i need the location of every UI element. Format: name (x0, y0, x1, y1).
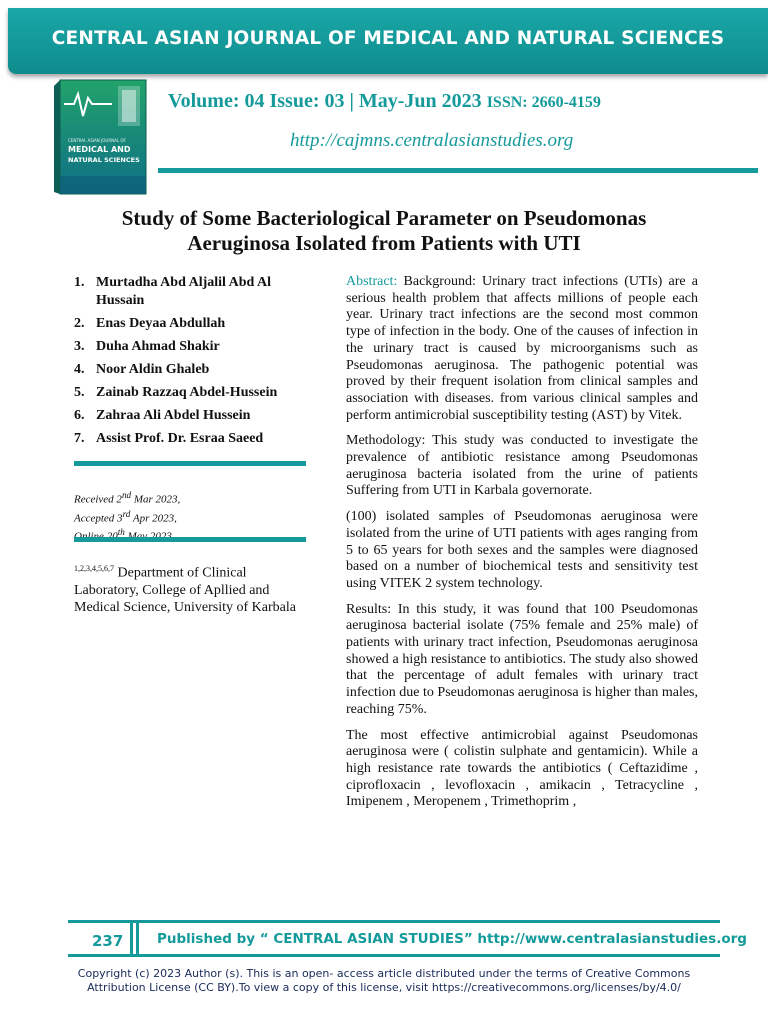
journal-url[interactable]: http://cajmns.centralasianstudies.org (290, 130, 574, 151)
article-title-line1: Study of Some Bacteriological Parameter on Pseudomonas (121, 206, 647, 230)
author-item: 1. Murtadha Abd Aljalil Abd Al Hussain (74, 275, 272, 308)
author-name: Enas Deyaa Abdullah (96, 316, 226, 331)
copyright-line1: Copyright (c) 2023 Author (s). This is an open- access article distributed under the terms of Creative Commons (77, 967, 691, 980)
abstract-label: Abstract: (346, 274, 398, 289)
author-name: Zahraa Ali Abdel Hussein (96, 408, 251, 423)
author-name: Zainab Razzaq Abdel-Hussein (96, 385, 278, 400)
article-title (60, 206, 708, 256)
cover-title-line2: NATURAL SCIENCES (68, 156, 140, 164)
received-date: Received 2nd Mar 2023, (74, 490, 181, 506)
author-item: 6. Zahraa Ali Abdel Hussein (74, 408, 251, 423)
page-number: 237 (92, 932, 124, 950)
author-list (74, 274, 314, 453)
issn: ISSN: 2660-4159 (486, 94, 601, 111)
author-divider (74, 461, 306, 466)
publisher-line[interactable]: Published by “ CENTRAL ASIAN STUDIES” http://www.centralasianstudies.org (157, 931, 747, 947)
affiliation-text: Department of Clinical Laboratory, College of Apllied and Medical Science, University of Karbala (74, 565, 296, 615)
footer-rule-bottom (68, 954, 720, 957)
author-item: 3. Duha Ahmad Shakir (74, 339, 220, 354)
author-name: Duha Ahmad Shakir (96, 339, 220, 354)
author-name: Murtadha Abd Aljalil Abd Al Hussain (96, 275, 272, 308)
accepted-date: Accepted 3rd Apr 2023, (74, 508, 177, 525)
author-name: Noor Aldin Ghaleb (96, 362, 210, 377)
online-date: th (117, 527, 125, 538)
article-dates (74, 488, 180, 544)
abstract-samples: (100) isolated samples of Pseudomonas aeruginosa were isolated from the urine of UTI patients with ages ranging from 5 to 65 years for both sexes and the samples were diagnosed based on a number of biochemical tests and sensitivity test using VITEK 2 system technology. (346, 509, 698, 591)
author-name: Assist Prof. Dr. Esraa Saeed (96, 431, 264, 446)
journal-name: CENTRAL ASIAN JOURNAL OF MEDICAL AND NATURAL SCIENCES (51, 28, 725, 49)
abstract-antimicrobial: The most effective antimicrobial against Pseudomonas aeruginosa were ( colistin sulphate and gentamicin). While a high resistance rate towards the antibiotics ( Ceftazidime , ciprofloxacin , levofloxacin , amikacin , Tetracycline , Imipenem , Meropenem , Trimethoprim , (346, 727, 698, 810)
journal-cover-image (52, 76, 148, 196)
cover-title-line1: MEDICAL AND (68, 145, 131, 154)
cover-small-text: CENTRAL ASIAN JOURNAL OF (68, 138, 126, 143)
copyright-notice (30, 967, 738, 995)
footer-separator (136, 920, 139, 957)
abstract-results: Results: In this study, it was found that 100 Pseudomonas aeruginosa bacterial isolate (75% female and 25% male) of patients with urinary tract infection, Pseudomonas aeruginosa showed a high resistance to antibiotics. The study also showed that the percentage of adult females with urinary tract infection due to Pseudomonas aeruginosa is higher than males, reaching 75%. (346, 601, 698, 717)
header-divider (158, 168, 758, 173)
author-item: 5. Zainab Razzaq Abdel-Hussein (74, 385, 278, 400)
article-title-line2: Aeruginosa Isolated from Patients with UTI (187, 231, 581, 255)
dates-divider (74, 537, 306, 542)
footer-rule-top (68, 920, 720, 923)
author-item: 4. Noor Aldin Ghaleb (74, 362, 210, 377)
author-item: 7. Assist Prof. Dr. Esraa Saeed (74, 431, 264, 446)
abstract-methodology: Methodology: This study was conducted to investigate the prevalence of antibiotic resistance among Pseudomonas aeruginosa bacteria isolated from the urine of patients Suffering from UTI in Karbala governorate. (346, 433, 698, 499)
copyright-line2[interactable]: Attribution License (CC BY).To view a copy of this license, visit https://creativecommons.org/licenses/by/4.0/ (87, 981, 681, 994)
author-item: 2. Enas Deyaa Abdullah (74, 316, 226, 331)
abstract (346, 274, 698, 820)
affiliation (74, 560, 310, 616)
abstract-background: Abstract: Background: Urinary tract infections (UTIs) are a serious health problem that affects millions of people each year. Urinary tract infections are the second most common type of infection in the body. One of the causes of infection in the urinary tract is caused by microorganisms such as Pseudomonas aeruginosa. The pathogenic potential was proved by their frequent isolation from clinical samples and association with diseases. from various clinical samples and perform antimicrobial susceptibility testing (AST) by Vitek. (346, 274, 698, 423)
affiliation-markers: 1,2,3,4,5,6,7 (74, 564, 114, 573)
footer-separator (130, 920, 133, 957)
volume-issue-line (168, 90, 601, 113)
journal-banner (8, 8, 768, 74)
volume-issue: Volume: 04 Issue: 03 | May-Jun 2023 (168, 90, 482, 112)
